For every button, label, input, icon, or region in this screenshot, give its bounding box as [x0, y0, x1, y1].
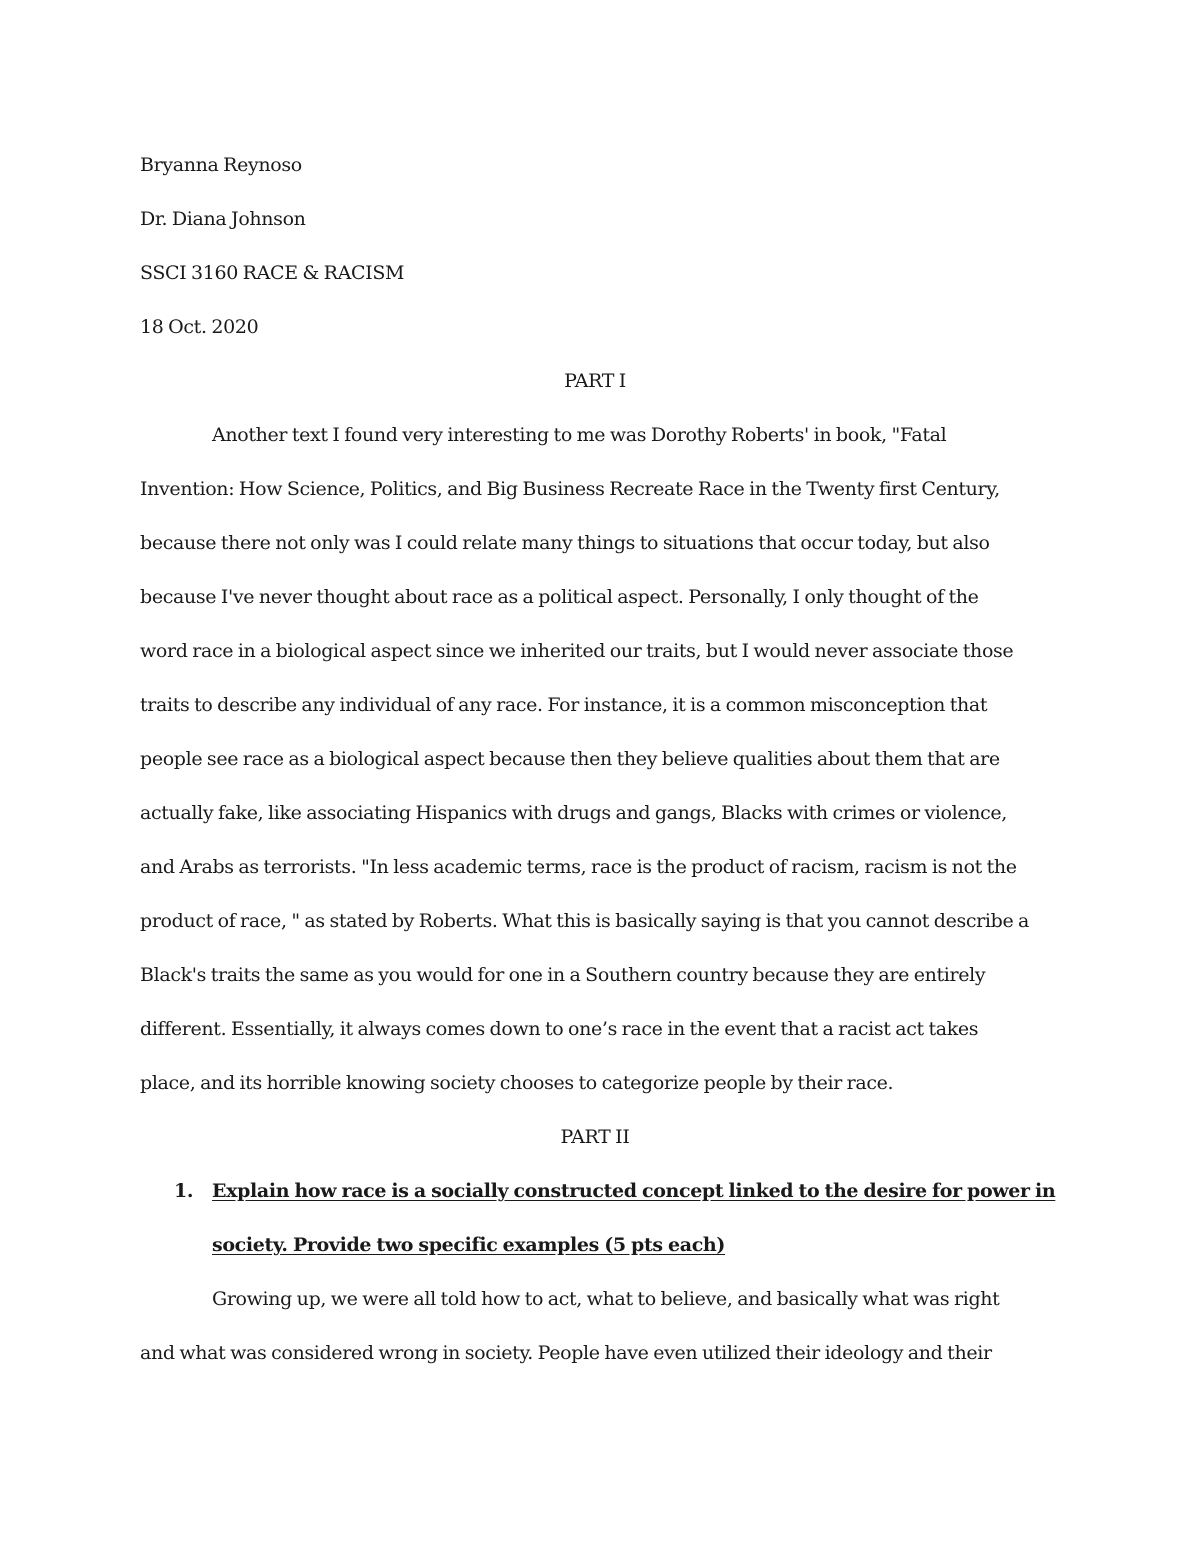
- submission-date: 18 Oct. 2020: [140, 316, 259, 338]
- paragraph-line: people see race as a biological aspect because then they believe qualities about them that are: [140, 748, 1000, 770]
- paragraph-line: and Arabs as terrorists. "In less academic terms, race is the product of racism, racism is not the: [140, 856, 1017, 878]
- paragraph-line: Invention: How Science, Politics, and Big Business Recreate Race in the Twenty first Century,: [140, 478, 1000, 500]
- question-number: 1.: [174, 1180, 194, 1202]
- paragraph-line: Another text I found very interesting to me was Dorothy Roberts' in book, "Fatal: [212, 424, 947, 446]
- paragraph-line: Black's traits the same as you would for one in a Southern country because they are entirely: [140, 964, 986, 986]
- course-title: SSCI 3160 RACE & RACISM: [140, 262, 405, 284]
- part-one-paragraph: [140, 408, 1060, 1110]
- student-name: Bryanna Reynoso: [140, 154, 302, 176]
- paragraph-line: actually fake, like associating Hispanics with drugs and gangs, Blacks with crimes or violence,: [140, 802, 1007, 824]
- paragraph-line: and what was considered wrong in society. People have even utilized their ideology and their: [140, 1342, 992, 1364]
- paragraph-line: because there not only was I could relate many things to situations that occur today, but also: [140, 532, 990, 554]
- question-text: society. Provide two specific examples (5 pts each): [212, 1234, 726, 1256]
- part-one-heading: PART I: [564, 370, 626, 392]
- answer-paragraph: [140, 1272, 1060, 1380]
- instructor-name: Dr. Diana Johnson: [140, 208, 306, 230]
- paragraph-line: Growing up, we were all told how to act, what to believe, and basically what was right: [212, 1288, 1000, 1310]
- paragraph-line: product of race, " as stated by Roberts. What this is basically saying is that you cannot describe a: [140, 910, 1030, 932]
- paragraph-line: because I've never thought about race as a political aspect. Personally, I only thought of the: [140, 586, 979, 608]
- question-text: Explain how race is a socially constructed concept linked to the desire for power in: [212, 1180, 1056, 1202]
- question-one: [140, 1164, 1060, 1272]
- paragraph-line: word race in a biological aspect since we inherited our traits, but I would never associate those: [140, 640, 1014, 662]
- paragraph-line: traits to describe any individual of any race. For instance, it is a common misconception that: [140, 694, 988, 716]
- paragraph-line: place, and its horrible knowing society chooses to categorize people by their race.: [140, 1072, 894, 1094]
- part-two-heading: PART II: [560, 1126, 630, 1148]
- question-line: [140, 1218, 1060, 1272]
- question-line: [140, 1164, 1060, 1218]
- paragraph-line: different. Essentially, it always comes down to one’s race in the event that a racist act takes: [140, 1018, 979, 1040]
- document-body: [140, 138, 1060, 1380]
